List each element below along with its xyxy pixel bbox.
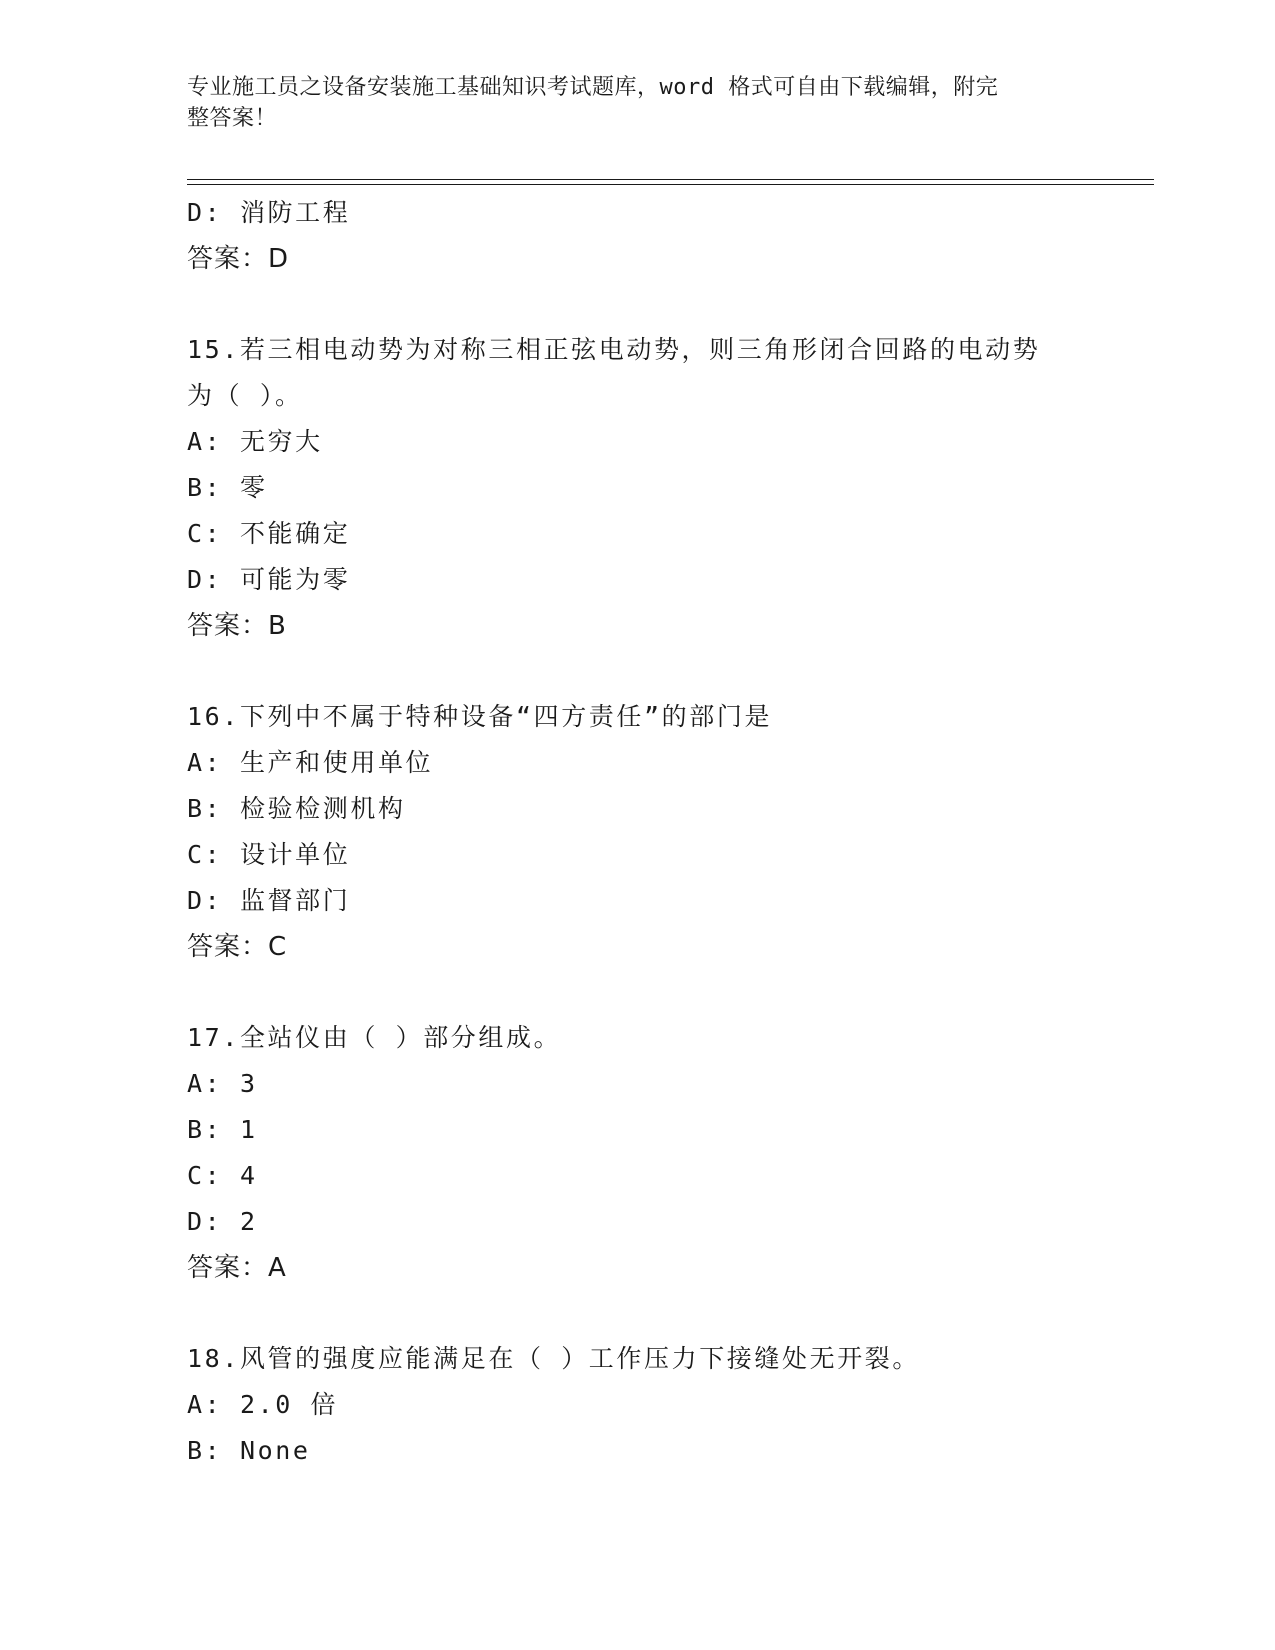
question-stem: 17.全站仪由（ ）部分组成。 (187, 1023, 562, 1052)
option-b: B: 零 (187, 473, 268, 502)
question-stem: 15.若三相电动势为对称三相正弦电动势，则三角形闭合回路的电动势 (187, 335, 1041, 364)
option-b: B: 检验检测机构 (187, 794, 406, 823)
question-stem-continued: 为（ ）。 (187, 381, 303, 410)
answer-line: 答案：D (187, 244, 290, 274)
answer-line: 答案：B (187, 611, 287, 641)
question-list (187, 190, 1107, 1474)
option-a: A: 生产和使用单位 (187, 748, 434, 777)
answer-line: 答案：A (187, 1253, 287, 1283)
question-spacer (187, 970, 1107, 1015)
question-spacer (187, 649, 1107, 694)
option-d: D: 消防工程 (187, 198, 351, 227)
question-16 (187, 694, 1107, 970)
option-d: D: 可能为零 (187, 565, 351, 594)
option-c: C: 不能确定 (187, 519, 351, 548)
question-15 (187, 327, 1107, 649)
option-a: A: 2.0 倍 (187, 1390, 339, 1419)
question-18 (187, 1336, 1107, 1474)
option-c: C: 设计单位 (187, 840, 351, 869)
option-d: D: 监督部门 (187, 886, 351, 915)
question-stem: 18.风管的强度应能满足在（ ）工作压力下接缝处无开裂。 (187, 1344, 921, 1373)
document-header (187, 72, 1077, 134)
question-spacer (187, 1291, 1107, 1336)
option-c: C: 4 (187, 1161, 258, 1190)
header-divider-bottom (187, 184, 1154, 185)
question-17 (187, 1015, 1107, 1291)
question-14 (187, 190, 1107, 282)
option-d: D: 2 (187, 1207, 258, 1236)
header-title-line-1: 专业施工员之设备安装施工基础知识考试题库，word 格式可自由下载编辑，附完 (187, 75, 999, 100)
option-b: B: 1 (187, 1115, 258, 1144)
header-divider-top (187, 179, 1154, 180)
header-title-line-2: 整答案！ (187, 106, 278, 131)
option-a: A: 3 (187, 1069, 258, 1098)
option-b: B: None (187, 1436, 311, 1465)
option-a: A: 无穷大 (187, 427, 323, 456)
answer-line: 答案：C (187, 932, 288, 962)
question-spacer (187, 282, 1107, 327)
question-stem: 16.下列中不属于特种设备“四方责任”的部门是 (187, 702, 773, 731)
